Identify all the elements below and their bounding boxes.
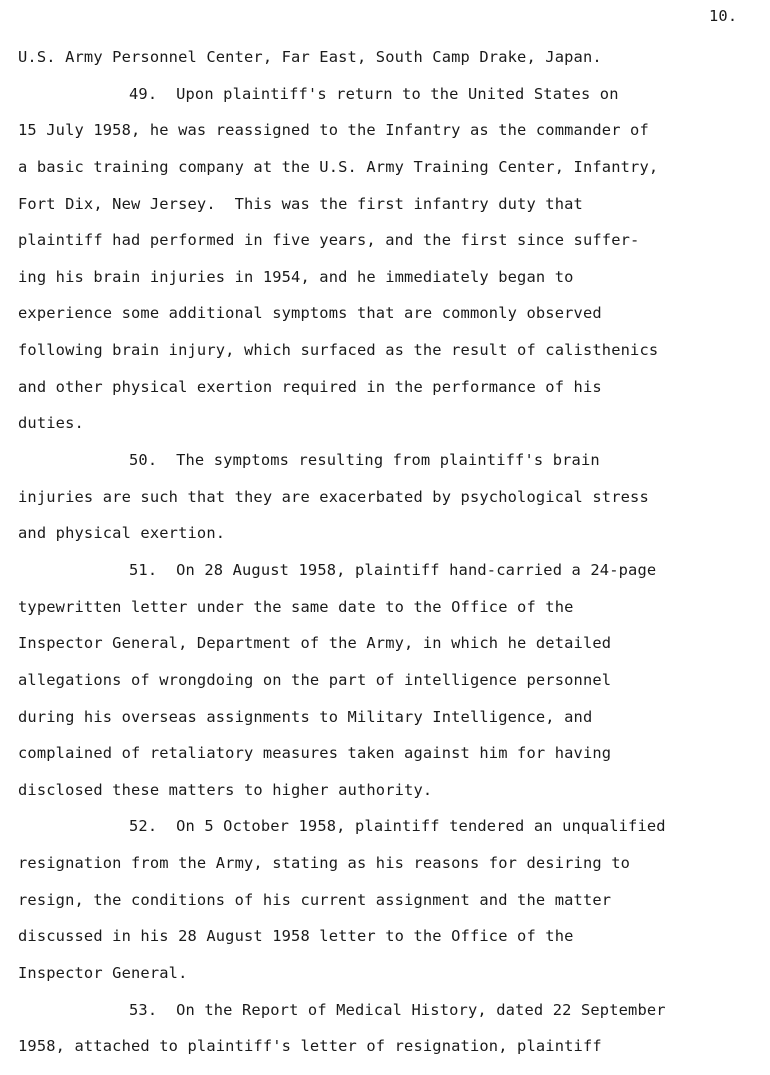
text-line: ing his brain injuries in 1954, and he immediately began to: [18, 267, 574, 286]
text-line: 15 July 1958, he was reassigned to the Infantry as the commander of: [18, 121, 649, 140]
paragraph-51-start: 51. On 28 August 1958, plaintiff hand-carried a 24-page: [129, 560, 657, 579]
text-line: plaintiff had performed in five years, and the first since suffer-: [18, 231, 640, 250]
text-line: injuries are such that they are exacerbated by psychological stress: [18, 487, 649, 506]
text-line: complained of retaliatory measures taken against him for having: [18, 744, 612, 763]
paragraph-50-start: 50. The symptoms resulting from plaintiff's brain: [129, 451, 600, 470]
text-line: Inspector General.: [18, 964, 188, 983]
text-line: following brain injury, which surfaced as the result of calisthenics: [18, 341, 659, 360]
text-line: duties.: [18, 414, 84, 433]
text-line: and physical exertion.: [18, 524, 226, 543]
paragraph-52-start: 52. On 5 October 1958, plaintiff tendered an unqualified: [129, 817, 666, 836]
paragraph-49-start: 49. Upon plaintiff's return to the United States on: [129, 84, 619, 103]
page-number: 10.: [709, 7, 738, 25]
text-line: Inspector General, Department of the Army, in which he detailed: [18, 634, 612, 653]
text-line: and other physical exertion required in the performance of his: [18, 377, 602, 396]
text-line: resign, the conditions of his current assignment and the matter: [18, 890, 612, 909]
text-line: during his overseas assignments to Military Intelligence, and: [18, 707, 593, 726]
text-line: Fort Dix, New Jersey. This was the first infantry duty that: [18, 194, 583, 213]
text-line: resignation from the Army, stating as his reasons for desiring to: [18, 854, 631, 873]
text-line: U.S. Army Personnel Center, Far East, South Camp Drake, Japan.: [18, 48, 602, 66]
text-line: disclosed these matters to higher authority.: [18, 780, 433, 799]
text-line: allegations of wrongdoing on the part of intelligence personnel: [18, 670, 612, 689]
text-line: a basic training company at the U.S. Army Training Center, Infantry,: [18, 157, 659, 176]
paragraph-53-start: 53. On the Report of Medical History, dated 22 September: [129, 1000, 666, 1019]
text-line: typewritten letter under the same date to the Office of the: [18, 597, 574, 616]
body-text: [18, 39, 768, 1065]
text-line: experience some additional symptoms that are commonly observed: [18, 304, 602, 323]
text-line: 1958, attached to plaintiff's letter of resignation, plaintiff: [18, 1037, 602, 1056]
text-line: discussed in his 28 August 1958 letter to the Office of the: [18, 927, 574, 946]
